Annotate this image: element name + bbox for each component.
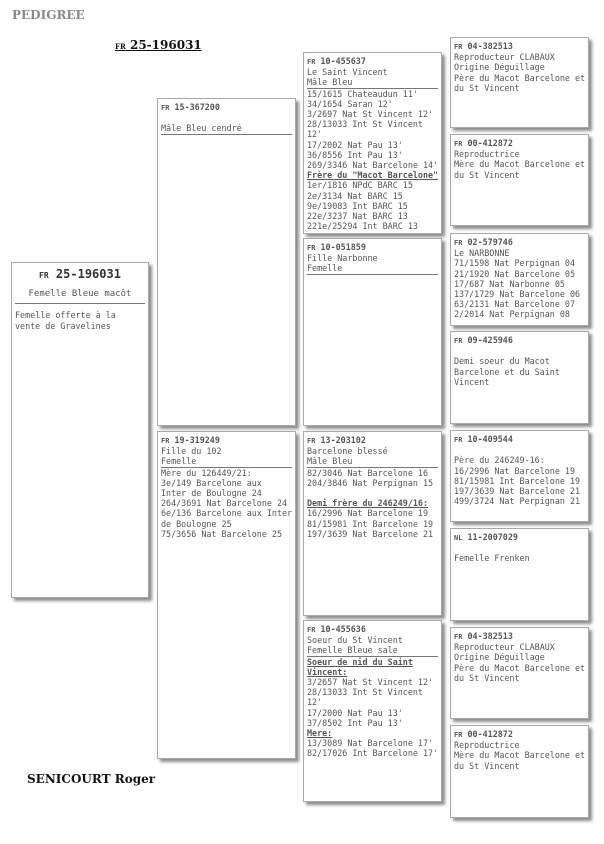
- pedigree-line: 28/13033 Int St Vincent: [307, 119, 423, 130]
- pedigree-line: [454, 445, 585, 455]
- country-code: FR: [307, 626, 316, 634]
- ring-number: 00-412872: [467, 138, 513, 148]
- pedigree-line: 36/8556 Int Pau 13': [307, 149, 403, 160]
- ring-id: [307, 435, 438, 446]
- great-grandparent-card-6: [450, 528, 589, 621]
- ring-id: [454, 532, 585, 543]
- pedigree-line: 197/3639 Nat Barcelone 21: [307, 528, 434, 539]
- pedigree-line: 221e/25294 Int BARC 13: [307, 221, 418, 232]
- pedigree-line: 75/3656 Nat Barcelone 25: [161, 528, 283, 539]
- great-grandparent-card-4: [450, 331, 589, 424]
- ring-id: [454, 631, 585, 642]
- ring-id: [161, 435, 292, 446]
- subject-id: [15, 269, 145, 281]
- pedigree-line: 15/1615 Chateaudun 11': [307, 88, 418, 99]
- dam-card: [157, 431, 296, 759]
- pedigree-line: Barcelone blessé: [307, 446, 388, 457]
- pedigree-line: 28/13033 Int St Vincent: [307, 687, 423, 698]
- country-code: FR: [454, 633, 463, 641]
- pedigree-line: Mère du Macot Barcelone et: [454, 159, 586, 170]
- pedigree-line: 2/2014 Nat Perpignan 08: [454, 309, 570, 320]
- ring-number: 09-425946: [467, 335, 513, 345]
- pedigree-line: 21/1920 Nat Barcelone 05: [454, 268, 576, 279]
- pedigree-line: Père du 246249-16:: [454, 455, 545, 466]
- pedigree-line: 13/3089 Nat Barcelone 17': [307, 738, 434, 749]
- pedigree-line: Mère du 126449/21:: [161, 467, 252, 478]
- pedigree-line: du St Vincent: [454, 169, 520, 180]
- country-code: FR: [39, 271, 49, 280]
- pedigree-line: 499/3724 Nat Perpignan 21: [454, 496, 581, 507]
- pedigree-line: 16/2996 Nat Barcelone 19: [454, 465, 576, 476]
- owner-name: SENICOURT Roger: [27, 772, 156, 786]
- ring-id: [454, 335, 585, 346]
- pedigree-line: Reproductrice: [454, 149, 520, 160]
- pedigree-line: 2e/3134 Nat BARC 15: [307, 190, 403, 201]
- great-grandparent-card-1: [450, 37, 589, 128]
- ring-number: 25-196031: [55, 267, 121, 281]
- pedigree-line: 17/2000 Nat Pau 13': [307, 707, 403, 718]
- ring-number: 02-579746: [467, 237, 513, 247]
- country-code: FR: [307, 244, 316, 252]
- pedigree-line: de Boulogne 25: [161, 518, 232, 529]
- ring-number: 10-409544: [467, 434, 513, 444]
- pedigree-line: [161, 113, 292, 123]
- sire-sire-card: [303, 52, 442, 234]
- pedigree-line: 197/3639 Nat Barcelone 21: [454, 486, 581, 496]
- pedigree-line: du St Vincent: [454, 760, 520, 771]
- pedigree-line: Frère du "Macot Barcelone": [307, 170, 439, 181]
- country-code: FR: [454, 731, 463, 739]
- pedigree-line: Reproducteur CLABAUX: [454, 52, 555, 63]
- pedigree-line: Le Saint Vincent: [307, 67, 388, 78]
- pedigree-line: 81/15981 Int Barcelone 19: [454, 475, 581, 486]
- ring-number: 10-455636: [320, 624, 366, 634]
- great-grandparent-card-2: [450, 134, 589, 226]
- pedigree-line: 6e/136 Barcelone aux Inter: [161, 508, 293, 519]
- country-code: FR: [161, 437, 170, 445]
- pedigree-line: 22e/3237 Nat BARC 13: [307, 211, 408, 222]
- country-code: FR: [307, 58, 316, 66]
- pedigree-line: Mere:: [307, 728, 333, 739]
- ring-id: [307, 624, 438, 635]
- pedigree-line: 37/8502 Int Pau 13': [307, 717, 403, 728]
- pedigree-line: 12': [307, 697, 323, 708]
- ring-id: [307, 242, 438, 253]
- pedigree-line: 12': [307, 129, 323, 140]
- pedigree-line: Reproductrice: [454, 740, 520, 751]
- pedigree-line: 82/3046 Nat Barcelone 16: [307, 467, 429, 478]
- pedigree-line: 81/15981 Int Barcelone 19: [307, 518, 434, 529]
- country-code: FR: [115, 42, 126, 51]
- dam-dam-card: [303, 620, 442, 802]
- ring-id: [454, 434, 585, 445]
- country-code: FR: [454, 43, 463, 51]
- sire-card: [157, 98, 296, 426]
- subject-remarks: Femelle offerte à la vente de Gravelines: [15, 310, 116, 331]
- pedigree-line: 1er/1816 NPdC BARC 15: [307, 180, 413, 191]
- pedigree-line: Demi soeur du Macot: [454, 356, 550, 367]
- country-code: FR: [307, 437, 316, 445]
- pedigree-line: Soeur du St Vincent: [307, 635, 403, 646]
- pedigree-line: 269/3346 Nat Barcelone 14': [307, 160, 439, 171]
- pedigree-line: Fille Narbonne: [307, 253, 378, 264]
- ring-number: 11-2007029: [467, 532, 518, 542]
- pedigree-line: [454, 543, 585, 553]
- ring-number: 04-382513: [467, 631, 513, 641]
- page-title: PEDIGREE: [12, 8, 85, 22]
- country-code: FR: [454, 436, 463, 444]
- pedigree-line: Soeur de nid du Saint: [307, 656, 413, 667]
- pedigree-line: Femelle: [307, 263, 438, 274]
- pedigree-line: Père du Macot Barcelone et: [454, 72, 586, 83]
- pedigree-line: Origine Déguillage: [454, 62, 545, 73]
- subject-description: Femelle Bleue macôt: [15, 289, 145, 304]
- pedigree-line: Femelle: [161, 456, 292, 467]
- great-grandparent-card-7: [450, 627, 589, 719]
- pedigree-line: Inter de Boulogne 24: [161, 488, 262, 499]
- country-code: FR: [161, 104, 170, 112]
- pedigree-line: Mâle Bleu: [307, 456, 438, 467]
- pedigree-line: 17/687 Nat Narbonne 05: [454, 278, 565, 289]
- top-ring-number: [115, 38, 202, 52]
- pedigree-line: 9e/19083 Int BARC 15: [307, 200, 408, 211]
- pedigree-line: 34/1654 Saran 12': [307, 98, 393, 109]
- pedigree-line: Vincent: [454, 376, 490, 387]
- ring-number: 25-196031: [129, 38, 202, 52]
- pedigree-line: du St Vincent: [454, 672, 520, 683]
- pedigree-line: Demi frère du 246249/16:: [307, 498, 429, 509]
- pedigree-line: Père du Macot Barcelone et: [454, 662, 586, 673]
- ring-number: 10-455637: [320, 56, 366, 66]
- country-code: FR: [454, 337, 463, 345]
- ring-id: [454, 41, 585, 52]
- ring-id: [454, 138, 585, 149]
- pedigree-line: du St Vincent: [454, 82, 520, 93]
- pedigree-line: Fille du 102: [161, 446, 222, 457]
- pedigree-line: 3/2657 Nat St Vincent 12': [307, 677, 434, 688]
- pedigree-line: 63/2131 Nat Barcelone 07: [454, 299, 576, 310]
- country-code: FR: [454, 140, 463, 148]
- pedigree-line: 264/3691 Nat Barcelone 24: [161, 498, 288, 509]
- subject-card: [11, 262, 149, 598]
- ring-id: [161, 102, 292, 113]
- ring-id: [307, 56, 438, 67]
- pedigree-line: Mâle Bleu cendré: [161, 123, 292, 134]
- country-code: NL: [454, 534, 463, 542]
- pedigree-line: [454, 346, 585, 356]
- pedigree-line: [307, 488, 438, 498]
- great-grandparent-card-3: [450, 233, 589, 326]
- sire-dam-card: [303, 238, 442, 426]
- pedigree-line: 17/2002 Nat Pau 13': [307, 139, 403, 150]
- pedigree-line: Barcelone et du Saint: [454, 366, 560, 377]
- pedigree-line: 204/3846 Nat Perpignan 15: [307, 477, 434, 488]
- great-grandparent-card-8: [450, 725, 589, 818]
- ring-id: [454, 237, 585, 248]
- ring-number: 04-382513: [467, 41, 513, 51]
- pedigree-line: Femelle Bleue sale: [307, 645, 438, 656]
- pedigree-line: Origine Déguillage: [454, 652, 545, 663]
- pedigree-line: 71/1598 Nat Perpignan 04: [454, 258, 576, 269]
- pedigree-line: 137/1729 Nat Barcelone 06: [454, 289, 581, 300]
- ring-number: 10-051859: [320, 242, 366, 252]
- ring-number: 13-203102: [320, 435, 366, 445]
- pedigree-line: Reproducteur CLABAUX: [454, 642, 555, 653]
- pedigree-line: Vincent:: [307, 666, 348, 677]
- pedigree-line: 3/2697 Nat St Vincent 12': [307, 109, 434, 120]
- country-code: FR: [454, 239, 463, 247]
- pedigree-line: 82/17026 Int Barcelone 17': [307, 748, 439, 759]
- ring-number: 19-319249: [174, 435, 220, 445]
- pedigree-line: Le NARBONNE: [454, 248, 510, 259]
- dam-sire-card: [303, 431, 442, 616]
- ring-number: 15-367200: [174, 102, 220, 112]
- pedigree-line: Mère du Macot Barcelone et: [454, 750, 586, 761]
- ring-number: 00-412872: [467, 729, 513, 739]
- pedigree-line: 3e/149 Barcelone aux: [161, 477, 262, 488]
- pedigree-line: Mâle Bleu: [307, 77, 438, 88]
- ring-id: [454, 729, 585, 740]
- pedigree-line: 16/2996 Nat Barcelone 19: [307, 508, 429, 519]
- great-grandparent-card-5: [450, 430, 589, 522]
- pedigree-line: Femelle Frenken: [454, 553, 530, 564]
